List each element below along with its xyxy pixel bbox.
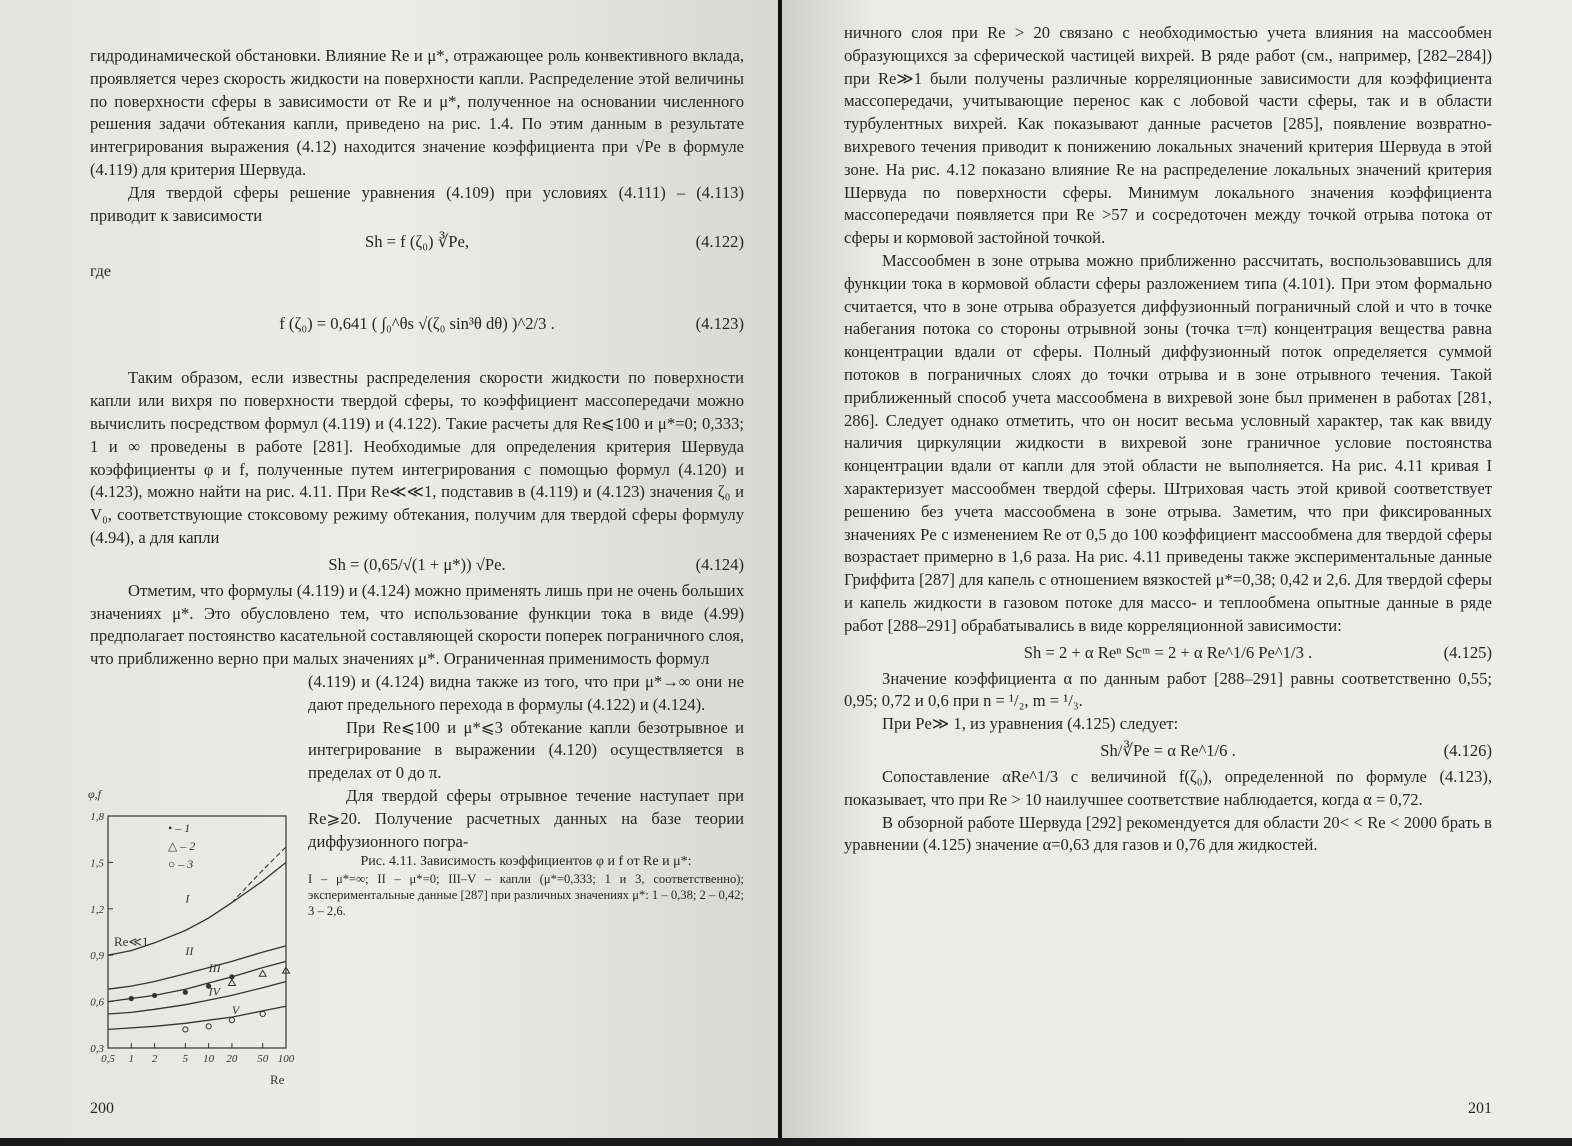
paragraph: гидродинамической обстановки. Влияние Re и μ*, отражающее роль конвективного вклада, проявляется через скорость жидкости на поверхности капли. Распределение этой величины по поверхности сферы в зависимости от Re и μ*, полученное на основании численного решения задачи обтекания капли, приведено на рис. 1.4. По этим данным в результате интегрирования выражения (4.12) находится значение коэффициента при √Pe в формуле (4.119) для критерия Шервуда. bbox=[90, 46, 744, 179]
equation-4-126 bbox=[844, 736, 1492, 766]
curve-II bbox=[108, 946, 286, 989]
where-label: где bbox=[90, 263, 112, 281]
data-point-3 bbox=[260, 1011, 265, 1016]
x-axis-label: Re bbox=[270, 1072, 285, 1087]
data-point-3 bbox=[229, 1018, 234, 1023]
equation-number: (4.123) bbox=[695, 314, 744, 334]
paragraph: В обзорной работе Шервуда [292] рекомендуется для области 20< < Re < 2000 брать в уравнении (4.125) значение α=0,63 для газов и 0,76 для жидкостей. bbox=[844, 812, 1492, 855]
x-tick-label: 50 bbox=[257, 1053, 269, 1065]
legend-entry: ○ – 3 bbox=[168, 857, 194, 871]
x-tick-label: 1 bbox=[128, 1053, 135, 1065]
x-tick-label: 5 bbox=[182, 1053, 189, 1065]
equation-body: Sh = 2 + α Reⁿ Scᵐ = 2 + α Re^1/6 Pe^1/3 . bbox=[1023, 642, 1313, 662]
curve-V bbox=[108, 1006, 286, 1029]
curve-label: III bbox=[208, 961, 221, 976]
data-point-2 bbox=[228, 980, 235, 986]
paragraph: При Re⩽100 и μ*⩽3 обтекание капли безотрывное и интегрирование в выражении (4.120) осуществляется в пределах от 0 до π. bbox=[308, 717, 744, 783]
x-tick-label: 20 bbox=[226, 1053, 238, 1065]
y-tick-label: 0,6 bbox=[90, 996, 104, 1009]
data-point-1 bbox=[183, 990, 188, 995]
legend-entry: • – 1 bbox=[168, 821, 191, 835]
equation-body: Sh = (0,65/√(1 + μ*)) √Pe. bbox=[328, 554, 506, 574]
x-tick-label: 2 bbox=[151, 1053, 158, 1065]
data-point-3 bbox=[206, 1024, 211, 1029]
equation-body: Sh = f (ζ₀) ∛Pe, bbox=[364, 232, 470, 252]
equation-4-123 bbox=[90, 281, 744, 367]
x-tick-label: 10 bbox=[203, 1053, 215, 1065]
curve-label: II bbox=[185, 944, 194, 959]
paragraph: Таким образом, если известны распределения скорости жидкости по поверхности капли или вихря по поверхности твердой сферы, то коэффициент массопередачи можно вычислить посредством формул (4.119) и (4.122). Такие расчеты для Re⩽100 и μ*=0; 0,333; 1 и ∞ проведены в работе [281]. Необходимые для определения критерия Шервуда коэффициенты φ и f, полученные путем интегрирования с помощью формул (4.120) и (4.123), можно найти на рис. 4.11. При Re≪≪1, подставив в (4.119) и (4.123) значения ζ₀ и V₀, соответствующие стоксовому режиму обтекания, получим для твердой сферы формулу (4.94), а для капли bbox=[90, 368, 744, 547]
data-point-1 bbox=[129, 996, 134, 1001]
page-number: 201 bbox=[1468, 1100, 1492, 1117]
right-page bbox=[782, 0, 1572, 1138]
paragraph: Отметим, что формулы (4.119) и (4.124) можно применять лишь при не очень больших значениях μ*. Это обусловлено тем, что использование функции тока в виде (4.99) предполагает постоянство касательной составляющей скорости поперек пограничного слоя, что приближенно верно при малых значениях μ*. Ограниченная применимость формул bbox=[90, 580, 744, 669]
paragraph: Для твердой сферы решение уравнения (4.109) при условиях (4.111) – (4.113) приводит к зависимости bbox=[90, 182, 744, 225]
equation-number: (4.122) bbox=[695, 232, 744, 252]
paragraph: Для твердой сферы отрывное течение наступает при Re⩾20. Получение расчетных данных на базе теории диффузионного погра- bbox=[308, 785, 744, 851]
equation-body: f (ζ₀) = 0,641 ( ∫₀^θs √(ζ₀ sin³θ dθ) )^2/3 . bbox=[279, 314, 555, 334]
curve-label: IV bbox=[208, 984, 220, 999]
equation-number: (4.126) bbox=[1443, 740, 1492, 760]
equation-body: Sh/∛Pe = α Re^1/6 . bbox=[1100, 740, 1236, 760]
data-point-1 bbox=[152, 993, 157, 998]
paragraph: При Pe≫ 1, из уравнения (4.125) следует: bbox=[882, 714, 1179, 734]
paragraph: Массообмен в зоне отрыва можно приближенно рассчитать, воспользовавшись для функции тока в кормовой области сферы разложением типа (4.101). При этом формально считается, что в зоне отрыва образуется диффузионный пограничный слой и что в точке набегания потока со стороны отрывной зоны (точка τ=π) концентрация вещества равна концентрации вдали от сферы. Полный диффузионный поток определяется суммой потоков в пограничных слоях до точки отрыва и в зоне отрывного течения. Такой приближенный способ учета массообмена в вихревой зоне был применен в работах [281, 286]. Следует однако отметить, что он носит весьма условный характер, так как ввиду наличия циркуляции жидкости в вихревой зоне граничное условие постоянства концентрации вдали от капли для этой области не выполняется. На рис. 4.11 кривая I характеризует массообмен твердой сферы. Штриховая часть этой кривой соответствует решению без учета массообмена в зоне отрыва. Заметим, что при фиксированных значениях Pe с изменением Re от 0,5 до 100 коэффициент массообмена для твердой сферы возрастает примерно в 1,6 раза. На рис. 4.11 приведены также экспериментальные данные Гриффита [287] для капель с отношением вязкостей μ*=0,38; 0,42 и 2,6. Для твердой сферы и капель жидкости в газовом потоке для массо- и теплообмена опытные данные в ряде работ [288–291] обрабатывались в виде корреляционной зависимости: bbox=[844, 250, 1492, 635]
y-axis-label: φ,f bbox=[88, 788, 101, 801]
data-point-2 bbox=[259, 970, 266, 976]
equation-number: (4.125) bbox=[1443, 642, 1492, 662]
equation-4-124 bbox=[90, 550, 744, 580]
x-tick-label: 0,5 bbox=[101, 1053, 115, 1065]
page-number: 200 bbox=[90, 1100, 114, 1117]
x-tick-label: 100 bbox=[277, 1053, 294, 1065]
equation-number: (4.124) bbox=[695, 554, 744, 574]
curve-I-dashed bbox=[232, 847, 286, 903]
paragraph: (4.119) и (4.124) видна также из того, что при μ*→∞ они не дают предельного перехода в формулы (4.122) и (4.124). bbox=[308, 671, 744, 714]
y-tick-label: 0,3 bbox=[90, 1043, 104, 1055]
curve-III bbox=[108, 961, 286, 1001]
paragraph: Значение коэффициента α по данным работ [288–291] равны соответственно 0,55; 0,95; 0,72 и 0,6 при n = ¹/₂, m = ¹/₃. bbox=[844, 668, 1492, 711]
re-annotation: Re≪1 bbox=[114, 934, 149, 949]
y-tick-label: 0,9 bbox=[90, 950, 104, 963]
legend-entry: △ – 2 bbox=[168, 839, 196, 853]
equation-4-125 bbox=[844, 638, 1492, 668]
y-tick-label: 1,2 bbox=[90, 903, 104, 916]
data-point-3 bbox=[183, 1027, 188, 1032]
scan-edge bbox=[0, 1138, 1572, 1146]
paragraph: ничного слоя при Re > 20 связано с необходимостью учета влияния на массообмен образующихся за сферической частицей вихрей. В ряде работ (см., например, [282–284]) при Re≫1 были получены различные корреляционные зависимости для коэффициента массопередачи, учитывающие перенос как с лобовой части сферы, так и в области турбулентных вихрей. Как показывают данные расчетов [285], появление возвратно-вихревого течения приводит к понижению локальных значений критерия Шервуда в этой зоне. На рис. 4.12 показано влияние Re на распределение локальных значений критерия Шервуда по поверхности сферы. Минимум локального значения коэффициента массопередачи появляется при Re >57 и сосредоточен между точкой отрыва потока от сферы и кормовой застойной точкой. bbox=[844, 23, 1492, 248]
paragraph: Сопоставление αRe^1/3 с величиной f(ζ₀), определенной по формуле (4.123), показывает, что при Re > 10 наилучшее соответствие наблюдается, когда α = 0,72. bbox=[844, 766, 1492, 809]
y-tick-label: 1,5 bbox=[90, 857, 104, 870]
figure-caption-title: Рис. 4.11. Зависимость коэффициентов φ и f от Re и μ*: bbox=[360, 854, 692, 870]
curve-label: V bbox=[231, 1002, 240, 1017]
figure-caption-text: I – μ*=∞; II – μ*=0; III–V – капли (μ*=0,333; 1 и 3, соответственно); экспериментальные данные [287] при различных значениях μ*: 1 – 0,38; 2 – 0,42; 3 – 2,6. bbox=[308, 872, 744, 919]
figure-4-11-chart bbox=[84, 788, 294, 1088]
y-tick-label: 1,8 bbox=[90, 811, 104, 823]
equation-4-122 bbox=[90, 227, 744, 257]
plot-frame bbox=[108, 816, 286, 1048]
curve-label: I bbox=[185, 891, 190, 906]
